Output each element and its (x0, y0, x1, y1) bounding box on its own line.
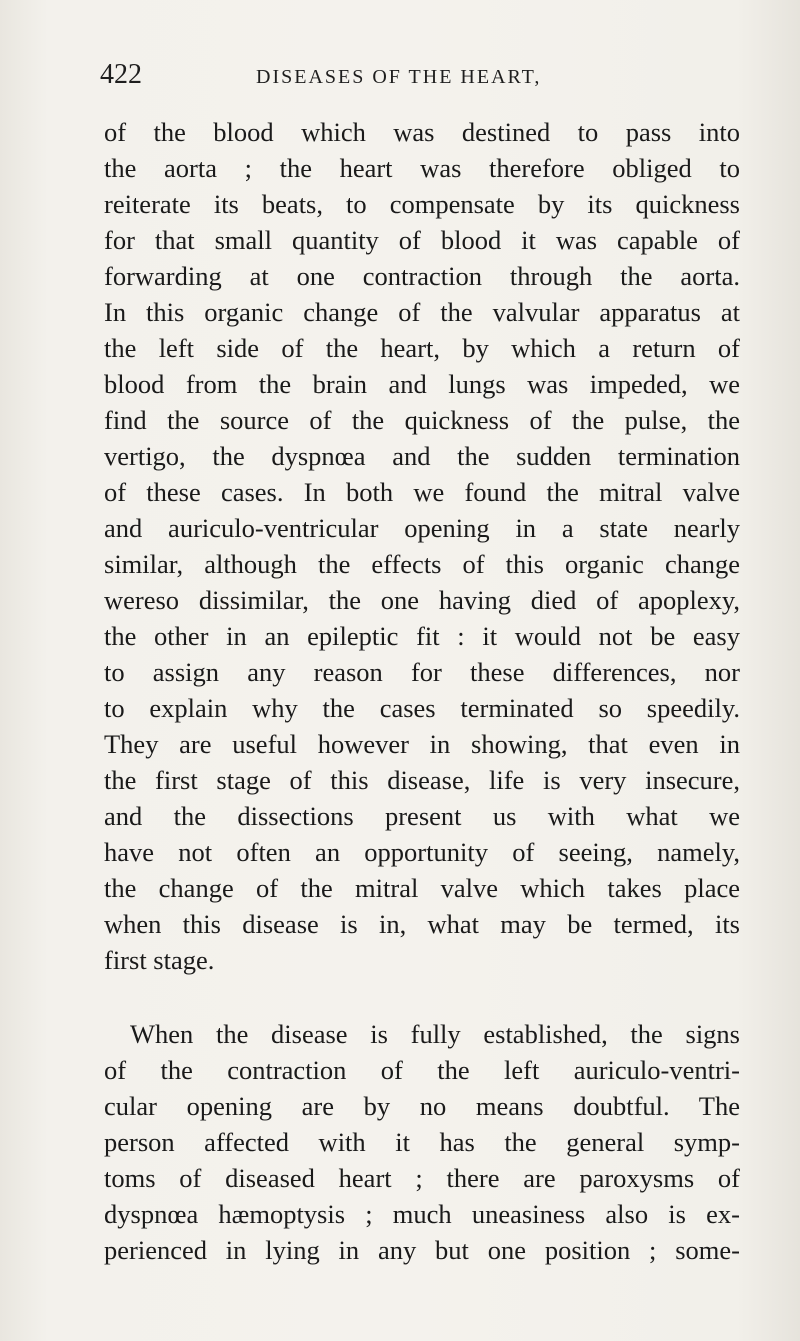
text-line: person affected with it has the general symp- (104, 1127, 740, 1157)
text-line: forwarding at one contraction through the aorta. (104, 261, 740, 291)
text-line: first stage. (104, 945, 215, 975)
text-line: to explain why the cases terminated so speedily. (104, 693, 740, 723)
text-line: when this disease is in, what may be termed, its (104, 909, 740, 939)
text-line: of the blood which was destined to pass into (104, 117, 740, 147)
body-text (104, 114, 740, 1268)
text-line: In this organic change of the valvular apparatus at (104, 297, 740, 327)
running-head: DISEASES OF THE HEART, (256, 66, 542, 88)
paragraph-1 (104, 114, 740, 978)
text-line: the other in an epileptic fit : it would not be easy (104, 621, 740, 651)
text-line: find the source of the quickness of the pulse, the (104, 405, 740, 435)
text-line: of the contraction of the left auriculo-ventri- (104, 1055, 740, 1085)
text-line: blood from the brain and lungs was impeded, we (104, 369, 740, 399)
text-line: the first stage of this disease, life is very insecure, (104, 765, 740, 795)
text-line: have not often an opportunity of seeing, namely, (104, 837, 740, 867)
paragraph-spacer (104, 978, 740, 1016)
page-header (100, 60, 740, 100)
text-line: of these cases. In both we found the mitral valve (104, 477, 740, 507)
text-line: similar, although the effects of this organic change (104, 549, 740, 579)
text-line: vertigo, the dyspnœa and the sudden termination (104, 441, 740, 471)
text-line: toms of diseased heart ; there are paroxysms of (104, 1163, 740, 1193)
text-line: dyspnœa hæmoptysis ; much uneasiness also is ex- (104, 1199, 740, 1229)
text-line: to assign any reason for these differences, nor (104, 657, 740, 687)
text-line: the change of the mitral valve which takes place (104, 873, 740, 903)
text-line: reiterate its beats, to compensate by its quickness (104, 189, 740, 219)
paragraph-2 (104, 1016, 740, 1268)
text-line: and auriculo-ventricular opening in a state nearly (104, 513, 740, 543)
text-line: cular opening are by no means doubtful. The (104, 1091, 740, 1121)
text-line: the aorta ; the heart was therefore obliged to (104, 153, 740, 183)
text-line: They are useful however in showing, that even in (104, 729, 740, 759)
text-line: and the dissections present us with what we (104, 801, 740, 831)
text-line: for that small quantity of blood it was capable of (104, 225, 740, 255)
text-line: When the disease is fully established, the signs (130, 1019, 740, 1049)
text-line: wereso dissimilar, the one having died of apoplexy, (104, 585, 740, 615)
page-number: 422 (100, 59, 142, 90)
text-line: perienced in lying in any but one position ; some- (104, 1235, 740, 1265)
text-line: the left side of the heart, by which a return of (104, 333, 740, 363)
